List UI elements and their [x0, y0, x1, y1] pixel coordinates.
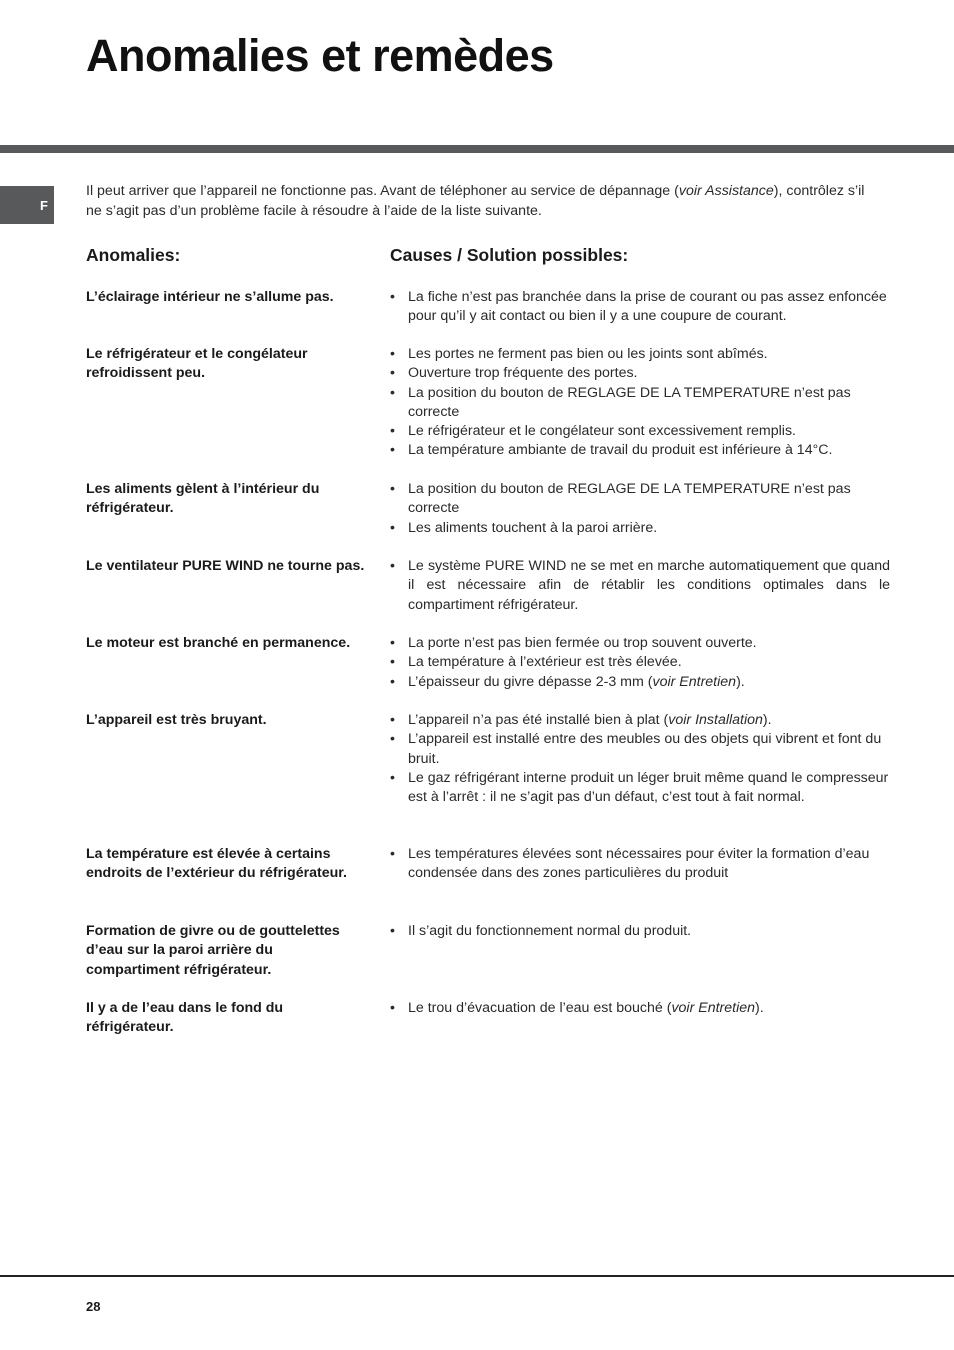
cause-text: Le système PURE WIND ne se met en marche automatiquement que quand il est nécessaire afin de rétablir les conditions optimales dans le compartiment réfrigérateur. — [408, 558, 890, 613]
bullet-icon: • — [390, 673, 395, 690]
cause-text: Ouverture trop fréquente des portes. — [408, 365, 638, 382]
cause-text: La porte n’est pas bien fermée ou trop souvent ouverte. — [408, 635, 757, 651]
causes-list — [390, 480, 890, 538]
anomaly-label: Le réfrigérateur et le congélateur refroidissent peu. — [86, 346, 308, 382]
cause-item — [390, 673, 890, 692]
bullet-icon: • — [390, 423, 395, 440]
language-tab: F — [0, 186, 54, 224]
cause-text: Les températures élevées sont nécessaires pour éviter la formation d’eau condensée dans des zones particulières du produit — [408, 846, 870, 882]
cause-text-end: ). — [762, 712, 772, 728]
cause-text: L’appareil est installé entre des meubles ou des objets qui vibrent et font du bruit. — [408, 731, 882, 767]
bullet-icon: • — [390, 769, 395, 786]
cause-text-end: ). — [755, 1000, 764, 1016]
cause-reference: voir Installation — [668, 712, 763, 728]
bullet-icon: • — [390, 384, 395, 401]
cause-item — [390, 384, 890, 423]
causes-list — [390, 345, 890, 461]
causes-heading: Causes / Solution possibles: — [390, 245, 629, 265]
anomaly-label: Le ventilateur PURE WIND ne tourne pas. — [86, 558, 365, 574]
bullet-icon: • — [390, 1000, 395, 1016]
cause-item — [390, 345, 890, 364]
cause-item — [390, 557, 890, 615]
cause-text: La position du bouton de REGLAGE DE LA TEMPERATURE n’est pas correcte — [408, 481, 851, 517]
cause-item — [390, 711, 890, 730]
anomaly-label: Formation de givre ou de gouttelettes d’eau sur la paroi arrière du compartiment réfrigérateur. — [86, 923, 340, 978]
page-title: Anomalies et remèdes — [86, 30, 554, 81]
cause-item — [390, 634, 890, 653]
intro-text-end: ), contrôlez s’il ne s’agit pas d’un problème facile à résoudre à l’aide de la liste suivante. — [86, 183, 865, 219]
causes-list — [390, 711, 890, 807]
anomaly-label: Il y a de l’eau dans le fond du réfrigérateur. — [86, 1000, 284, 1036]
anomaly-label: La température est élevée à certains endroits de l’extérieur du réfrigérateur. — [86, 846, 347, 882]
cause-text: Le gaz réfrigérant interne produit un léger bruit même quand le compresseur est à l’arrêt : il ne s’agit pas d’un défaut, c’est tout à fait normal. — [408, 769, 889, 806]
cause-text: Le réfrigérateur et le congélateur sont excessivement remplis. — [408, 423, 796, 440]
cause-reference: voir Entretien — [671, 1000, 756, 1016]
bullet-icon: • — [390, 289, 395, 305]
bullet-icon: • — [390, 923, 395, 939]
cause-item — [390, 422, 890, 441]
cause-item — [390, 364, 890, 383]
cause-item — [390, 519, 890, 538]
bullet-icon: • — [390, 442, 395, 459]
causes-list — [390, 999, 890, 1018]
anomaly-label: Les aliments gèlent à l’intérieur du réfrigérateur. — [86, 481, 320, 517]
bullet-icon: • — [390, 731, 395, 748]
cause-item — [390, 769, 890, 808]
causes-list — [390, 634, 890, 692]
anomaly-label: L’éclairage intérieur ne s’allume pas. — [86, 289, 334, 305]
cause-text: La température ambiante de travail du produit est inférieure à 14°C. — [408, 442, 833, 459]
bullet-icon: • — [390, 558, 395, 574]
cause-item — [390, 653, 890, 672]
cause-item — [390, 922, 890, 941]
bullet-icon: • — [390, 846, 395, 862]
cause-text: L’épaisseur du givre dépasse 2-3 mm ( — [408, 673, 653, 690]
causes-list — [390, 288, 890, 327]
bullet-icon: • — [390, 519, 395, 536]
bullet-icon: • — [390, 365, 395, 382]
page-number: 28 — [86, 1299, 101, 1314]
cause-text: L’appareil n’a pas été installé bien à plat ( — [408, 712, 669, 728]
cause-item — [390, 480, 890, 519]
cause-text: Le trou d’évacuation de l’eau est bouché ( — [408, 1000, 672, 1016]
cause-text-end: ). — [736, 673, 745, 690]
cause-item — [390, 441, 890, 460]
bullet-icon: • — [390, 654, 395, 671]
cause-text: La température à l’extérieur est très élevée. — [408, 654, 682, 671]
intro-reference: voir Assistance — [678, 183, 774, 199]
cause-text: Il s’agit du fonctionnement normal du produit. — [408, 923, 692, 939]
cause-text: La position du bouton de REGLAGE DE LA TEMPERATURE n’est pas correcte — [408, 384, 851, 420]
cause-item — [390, 288, 890, 327]
intro-text: Il peut arriver que l’appareil ne fonctionne pas. Avant de téléphoner au service de dépannage ( — [86, 183, 679, 199]
causes-list — [390, 845, 890, 884]
cause-text: Les portes ne ferment pas bien ou les joints sont abîmés. — [408, 346, 768, 362]
anomaly-label: Le moteur est branché en permanence. — [86, 635, 351, 651]
footer-divider — [0, 1275, 954, 1277]
cause-item — [390, 730, 890, 769]
cause-reference: voir Entretien — [652, 673, 737, 690]
cause-item — [390, 845, 890, 884]
bullet-icon: • — [390, 712, 395, 728]
cause-item — [390, 999, 890, 1018]
anomaly-label: L’appareil est très bruyant. — [86, 712, 267, 728]
bullet-icon: • — [390, 635, 395, 651]
intro-paragraph — [86, 181, 876, 221]
cause-text: Les aliments touchent à la paroi arrière. — [408, 519, 658, 536]
bullet-icon: • — [390, 481, 395, 497]
anomalies-heading: Anomalies: — [86, 245, 181, 265]
causes-list — [390, 922, 890, 941]
causes-list — [390, 557, 890, 615]
header-divider — [0, 145, 954, 153]
cause-text: La fiche n’est pas branchée dans la prise de courant ou pas assez enfoncée pour qu’il y ait contact ou bien il y a une coupure de courant. — [408, 289, 887, 325]
bullet-icon: • — [390, 346, 395, 362]
